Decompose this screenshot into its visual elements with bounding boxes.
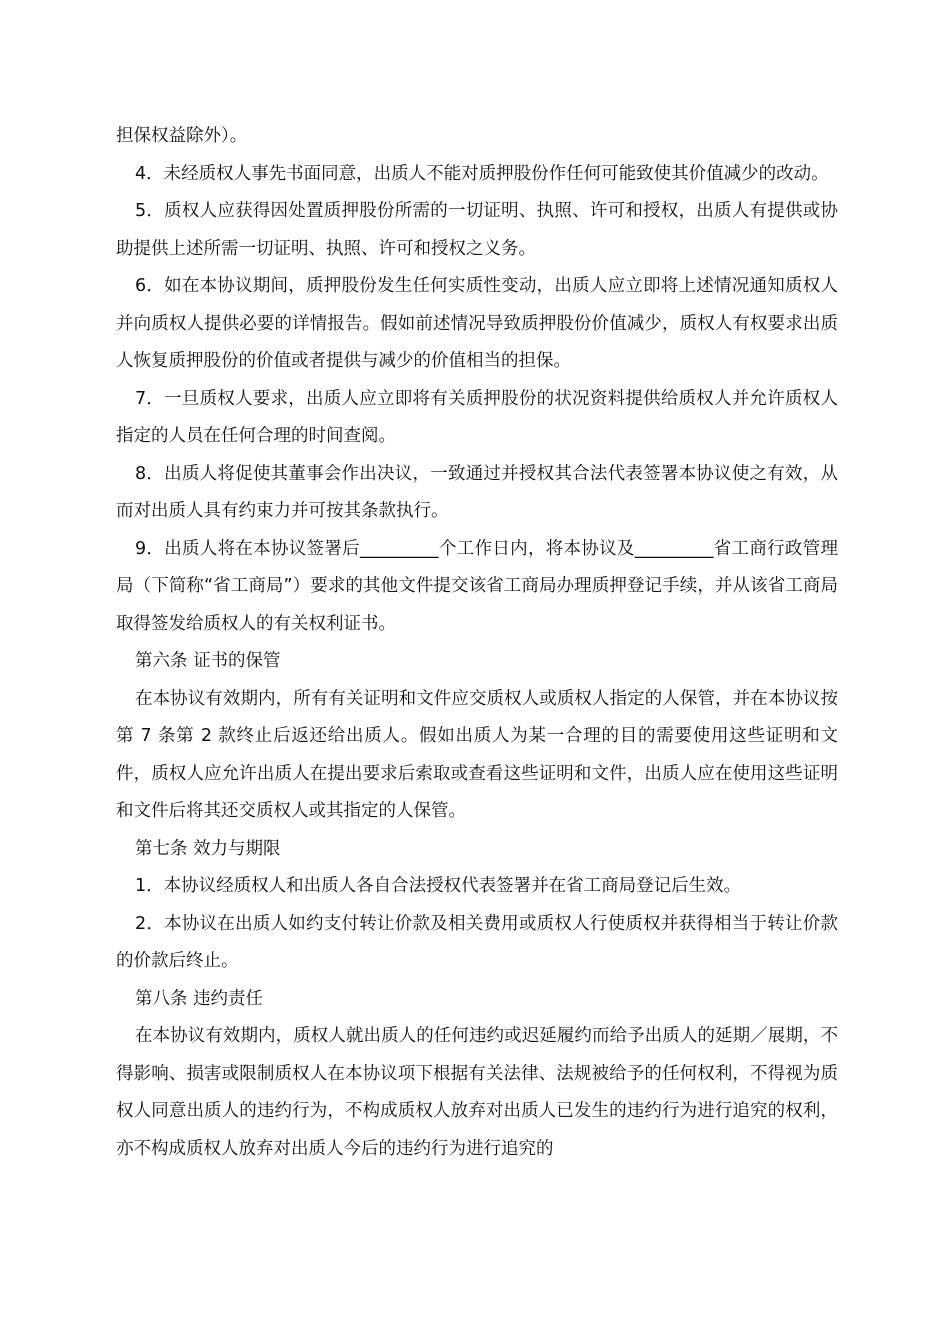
article-7-item-1: 1．本协议经质权人和出质人各自合法授权代表签署并在省工商局登记后生效。 bbox=[135, 876, 742, 896]
article-8-body: 在本协议有效期内，质权人就出质人的任何违约或迟延履约而给予出质人的延期／展期，不得影响、损害或限制质权人在本协议项下根据有关法律、法规被给予的任何权利，不得视为质权人同意出质人的违约行为，不构成质权人放弃对出质人已发生的违约行为进行追究的权利，亦不构成质权人放弃对出质人今后的违约行为进行追究的 bbox=[116, 1026, 838, 1159]
paragraph-item-9: 9．出质人将在本协议签署后_________个工作日内，将本协议及_________省工商行政管理局（下简称“省工商局”）要求的其他文件提交该省工商局办理质押登记手续，并从该省工商局取得签发给质权人的有关权利证书。 bbox=[116, 538, 838, 634]
paragraph-continuation: 担保权益除外）。 bbox=[116, 126, 248, 146]
article-7-heading: 第七条 效力与期限 bbox=[135, 838, 281, 859]
paragraph-item-7: 7．一旦质权人要求，出质人应立即将有关质押股份的状况资料提供给质权人并允许质权人指定的人员在任何合理的时间查阅。 bbox=[116, 388, 838, 446]
article-8-heading: 第八条 违约责任 bbox=[135, 988, 264, 1009]
article-7-item-2: 2．本协议在出质人如约支付转让价款及相关费用或质权人行使质权并获得相当于转让价款的价款后终止。 bbox=[116, 913, 838, 971]
article-6-heading: 第六条 证书的保管 bbox=[135, 651, 281, 671]
document-page bbox=[116, 118, 838, 1168]
article-6-body: 在本协议有效期内，所有有关证明和文件应交质权人或质权人指定的人保管，并在本协议按第 7 条第 2 款终止后返还给出质人。假如出质人为某一合理的目的需要使用这些证明和文件，质权人应允许出质人在提出要求后索取或查看这些证明和文件，出质人应在使用这些证明和文件后将其还交质权人或其指定的人保管。 bbox=[116, 688, 838, 821]
paragraph-item-5: 5．质权人应获得因处置质押股份所需的一切证明、执照、许可和授权，出质人有提供或协助提供上述所需一切证明、执照、许可和授权之义务。 bbox=[116, 201, 838, 259]
paragraph-item-6: 6．如在本协议期间，质押股份发生任何实质性变动，出质人应立即将上述情况通知质权人并向质权人提供必要的详情报告。假如前述情况导致质押股份价值减少，质权人有权要求出质人恢复质押股份的价值或者提供与减少的价值相当的担保。 bbox=[116, 276, 838, 371]
paragraph-item-4: 4．未经质权人事先书面同意，出质人不能对质押股份作任何可能致使其价值减少的改动。 bbox=[135, 163, 829, 184]
paragraph-item-8: 8．出质人将促使其董事会作出决议，一致通过并授权其合法代表签署本协议使之有效，从而对出质人具有约束力并可按其条款执行。 bbox=[116, 463, 838, 521]
